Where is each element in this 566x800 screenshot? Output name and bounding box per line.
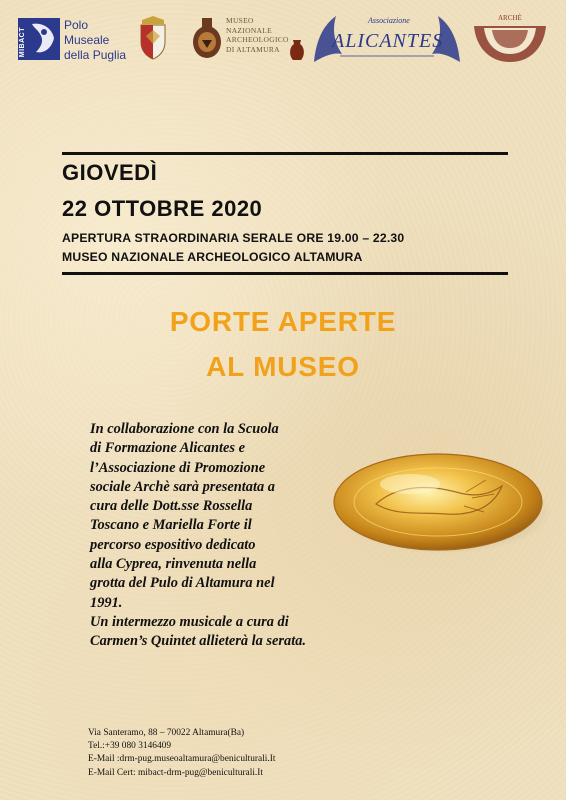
description-line: cura delle Dott.sse Rossella [90,498,253,515]
polo-line: Polo [64,18,89,32]
description-line: Un intermezzo musicale a cura di [90,613,289,630]
headline-line-2: AL MUSEO [206,351,360,382]
address-line: Via Santeramo, 88 – 70022 Altamura(Ba) [88,728,245,738]
cert-email-line: E-Mail Cert: mibact-drm-pug@beniculturali.It [88,767,263,778]
description-line: l’Associazione di Promozione [90,459,266,476]
event-day: GIOVEDÌ [62,160,158,185]
description-line: grotta del Pulo di Altamura nel [90,575,275,592]
polo-line: della Puglia [64,48,127,62]
polo-line: Museale [64,33,110,47]
alicantes-name: ALICANTES [332,30,444,52]
description-line: Carmen’s Quintet allieterà la serata. [90,633,306,650]
opening-hours: APERTURA STRAORDINARIA SERALE ORE 19.00 – 22.30 [62,231,405,245]
description-line: sociale Archè sarà presentata a [90,478,275,495]
museo-logo-label [226,16,289,54]
event-description [90,420,360,652]
description-line: In collaborazione con la Scuola [90,421,279,437]
polo-museale-label [64,18,126,63]
arche-label: ARCHÈ [498,14,522,22]
museum-name: MUSEO NAZIONALE ARCHEOLOGICO ALTAMURA [62,250,363,264]
email-line: E-Mail :drm-pug.museoaltamura@beniculturali.It [88,754,276,765]
vase-icon [288,38,306,62]
museo-line: NAZIONALE [226,25,273,35]
contact-footer [88,727,276,780]
museo-line: ARCHEOLOGICO [226,35,289,44]
bottom-rule [62,272,508,275]
description-line: percorso espositivo dedicato [90,536,256,553]
event-date: 22 OTTOBRE 2020 [62,196,263,221]
mibact-mark: MIBACT [19,26,26,57]
amphora-icon [190,14,224,62]
logo-strip [0,10,566,66]
museo-line: DI ALTAMURA [226,44,280,54]
alicantes-script-label: Associazione [368,16,410,25]
description-line: Toscano e Mariella Forte il [90,517,252,534]
description-line: 1991. [90,594,123,611]
mibact-logo [18,18,60,60]
top-rule [62,152,508,155]
description-line: alla Cyprea, rinvenuta nella [90,556,257,573]
cypraea-amulet-image [326,446,552,558]
headline-line-1: PORTE APERTE [169,306,397,337]
description-line: di Formazione Alicantes e [90,440,245,457]
city-crest-icon [136,14,170,60]
museo-line: MUSEO [226,16,254,25]
phone-line: Tel.:+39 080 3146409 [88,741,172,752]
